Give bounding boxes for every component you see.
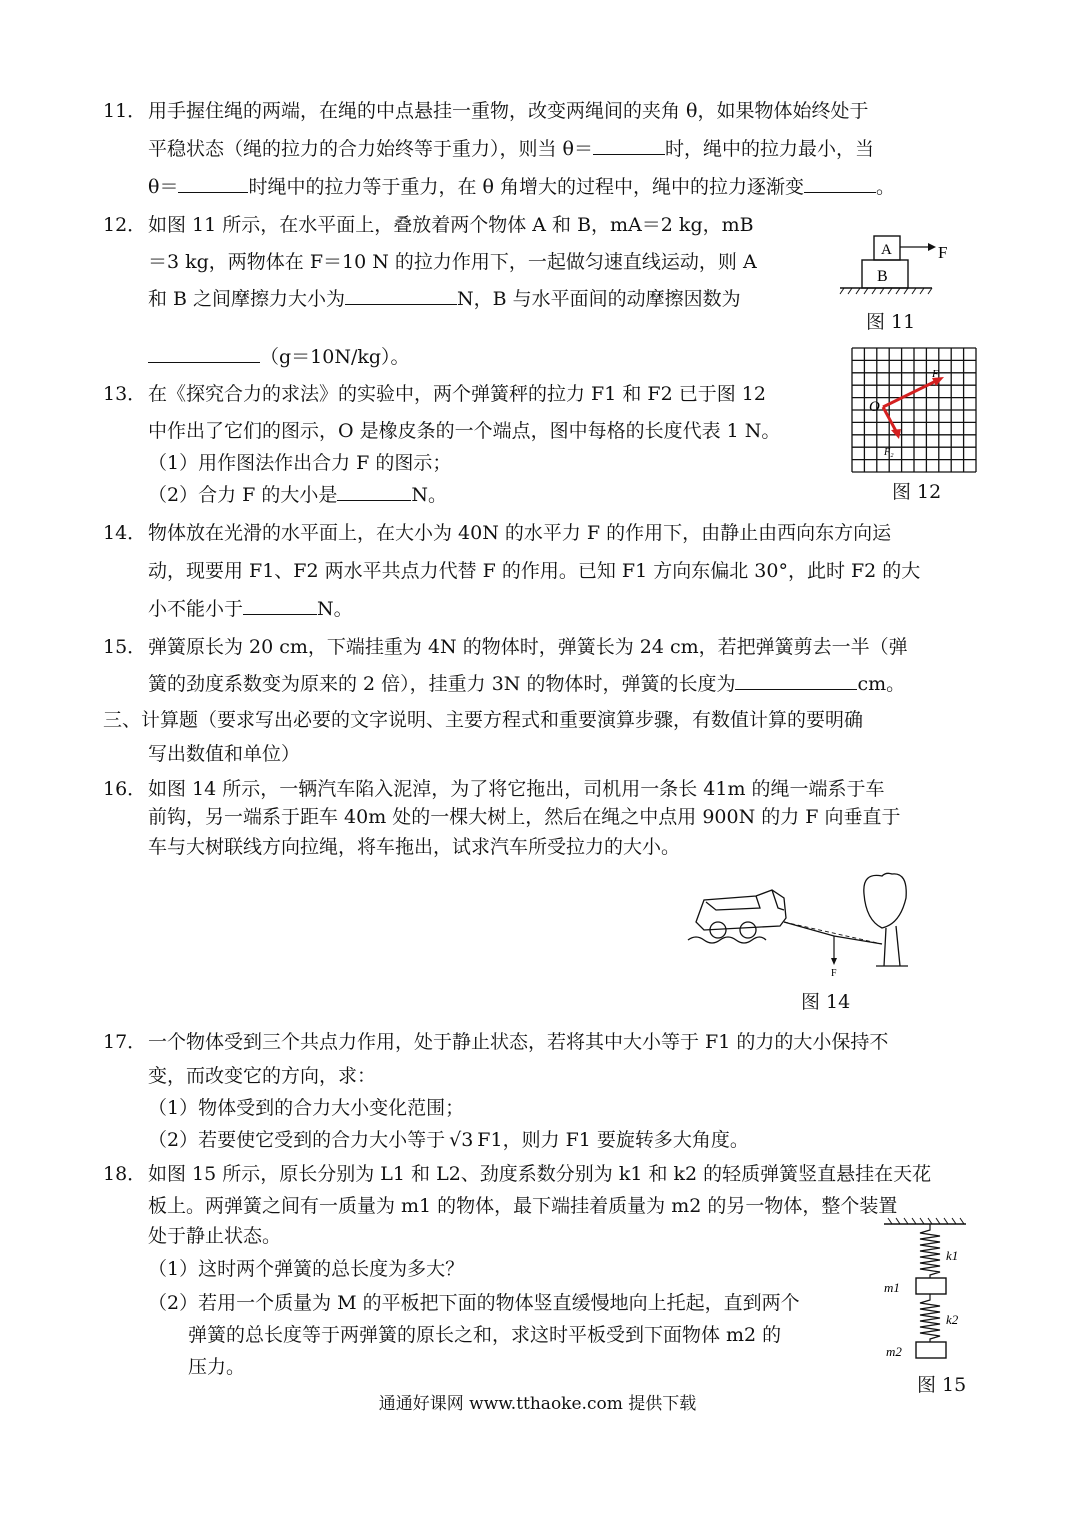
q15-line2-text: 簧的劲度系数变为原来的 2 倍），挂重力 3N 的物体时，弹簧的长度为 [148, 673, 736, 695]
section3-heading-line2: 写出数值和单位） [148, 743, 301, 765]
force-f1-label: F [932, 368, 939, 380]
q17-line2: 变，而改变它的方向，求： [148, 1065, 377, 1087]
q16-line3: 车与大树联线方向拉绳，将车拖出，试求汽车所受拉力的大小。 [148, 836, 681, 858]
q15-line1: 弹簧原长为 20 cm，下端挂重为 4N 的物体时，弹簧长为 24 cm，若把弹簧剪去一半（弹 [148, 636, 908, 658]
q11-line3-tail: 。 [875, 176, 895, 198]
k2-label: k2 [946, 1312, 959, 1327]
section3-heading: 三、计算题（要求写出必要的文字说明、主要方程式和重要演算步骤，有数值计算的要明确 [103, 709, 864, 731]
force-f2-vector [883, 407, 897, 433]
q18-line6: 弹簧的总长度等于两弹簧的原长之和，求这时平板受到下面物体 m2 的 [188, 1324, 782, 1346]
spring-k1 [920, 1224, 940, 1278]
q11-line2-text: 平稳状态（绳的拉力的合力始终等于重力），则当 θ＝ [148, 138, 593, 160]
q16-line1: 如图 14 所示，一辆汽车陷入泥淖，为了将它拖出，司机用一条长 41m 的绳一端系于车 [148, 778, 885, 800]
block-b-label: B [877, 268, 888, 285]
q18-line3: 处于静止状态。 [148, 1225, 282, 1247]
m2-label: m2 [886, 1344, 902, 1359]
q12-line2: ＝3 kg，两物体在 F＝10 N 的拉力作用下，一起做匀速直线运动，则 A [148, 251, 757, 273]
block-a-label: A [881, 242, 892, 258]
point-o-label: O [869, 399, 880, 415]
figure-15 [878, 1216, 970, 1368]
q11-number: 11． [103, 100, 147, 122]
q13-number: 13． [103, 383, 147, 405]
q18-line1: 如图 15 所示，原长分别为 L1 和 L2、劲度系数分别为 k1 和 k2 的轻质弹簧竖直悬挂在天花 [148, 1163, 932, 1185]
q18-line4: （1）这时两个弹簧的总长度为多大？ [148, 1258, 465, 1280]
q14-line2: 动，现要用 F1、F2 两水平共点力代替 F 的作用。已知 F1 方向东偏北 30°，此时 F2 的大 [148, 560, 921, 582]
force-f2-label: F₂ [884, 447, 894, 458]
ground-hatch [840, 288, 932, 294]
figure-11-caption: 图 11 [866, 311, 916, 333]
q14-number: 14． [103, 522, 147, 544]
figure-12 [851, 347, 977, 473]
q12-line3-text: 和 B 之间摩擦力大小为 [148, 288, 346, 310]
tree-icon [864, 873, 908, 966]
q15-blank1[interactable] [735, 667, 857, 690]
mass-m1 [916, 1278, 946, 1294]
footer-credit: 通通好课网 www.tthaoke.com 提供下载 [378, 1394, 697, 1414]
pull-force-arrowhead [831, 958, 837, 965]
q17-line4-text: （2）若要使它受到的合力大小等于 [148, 1129, 446, 1151]
q11-line3-mid: 时绳中的拉力等于重力，在 θ 角增大的过程中，绳中的拉力逐渐变 [248, 176, 804, 198]
q13-line3: （1）用作图法作出合力 F 的图示； [148, 452, 452, 474]
q14-line3-tail: N。 [317, 598, 353, 620]
q14-line3 [148, 591, 353, 627]
force-label: F [938, 243, 948, 262]
q12-line1: 如图 11 所示，在水平面上，叠放着两个物体 A 和 B，mA＝2 kg，mB [148, 214, 754, 236]
q18-number: 18． [103, 1163, 147, 1185]
force-f2-arrowhead [891, 429, 901, 439]
q15-line2-tail: cm。 [857, 673, 906, 695]
pull-force-label: F [831, 968, 837, 979]
q13-line1: 在《探究合力的求法》的实验中，两个弹簧秤的拉力 F1 和 F2 已于图 12 [148, 383, 766, 405]
q14-line1: 物体放在光滑的水平面上，在大小为 40N 的水平力 F 的作用下，由静止由西向东方向运 [148, 522, 892, 544]
q15-line2 [148, 666, 905, 702]
q13-line2: 中作出了它们的图示，O 是橡皮条的一个端点，图中每格的长度代表 1 N。 [148, 420, 781, 442]
k1-label: k1 [946, 1248, 959, 1263]
q13-line4-text: （2）合力 F 的大小是 [148, 484, 338, 506]
force-arrowhead [928, 243, 936, 251]
figure-15-caption: 图 15 [917, 1374, 967, 1396]
ceiling-hatch [888, 1218, 964, 1224]
q15-number: 15． [103, 636, 147, 658]
sqrt3: √3 [449, 1129, 474, 1151]
q17-line4 [148, 1122, 749, 1158]
q18-line5: （2）若用一个质量为 M 的平板把下面的物体竖直缓慢地向上托起，直到两个 [148, 1292, 800, 1314]
q17-line4-tail: F1，则力 F1 要旋转多大角度。 [477, 1129, 749, 1151]
q16-number: 16． [103, 778, 147, 800]
car-icon [688, 890, 786, 943]
figure-11 [836, 232, 956, 312]
q12-blank2[interactable] [148, 340, 260, 363]
q12-number: 12． [103, 214, 147, 236]
q14-blank1[interactable] [243, 592, 317, 615]
figure-12-caption: 图 12 [892, 481, 942, 503]
q11-line3 [148, 169, 895, 205]
q12-line3 [148, 281, 741, 317]
m1-label: m1 [884, 1280, 900, 1295]
q17-line1: 一个物体受到三个共点力作用，处于静止状态，若将其中大小等于 F1 的力的大小保持不 [148, 1031, 889, 1053]
q11-blank2[interactable] [178, 170, 248, 193]
q12-line4 [148, 339, 410, 375]
mass-m2 [916, 1342, 946, 1358]
q14-line3-text: 小不能小于 [148, 598, 244, 620]
q12-blank1[interactable] [345, 282, 457, 305]
figure-14-caption: 图 14 [801, 991, 851, 1013]
q17-line3: （1）物体受到的合力大小变化范围； [148, 1097, 465, 1119]
q13-line4 [148, 477, 447, 513]
q11-line2 [148, 131, 874, 167]
q13-blank1[interactable] [337, 478, 411, 501]
q11-line3-text: θ＝ [148, 176, 179, 198]
q16-line2: 前钩，另一端系于距车 40m 处的一棵大树上，然后在绳之中点用 900N 的力 F 向垂直于 [148, 806, 901, 828]
q13-line4-tail: N。 [411, 484, 447, 506]
figure-14 [686, 868, 916, 988]
force-f1-vector [883, 380, 938, 407]
q11-blank1[interactable] [593, 132, 665, 155]
q12-line3-tail: N，B 与水平面间的动摩擦因数为 [457, 288, 741, 310]
q11-line2-tail: 时，绳中的拉力最小，当 [664, 138, 874, 160]
q11-blank3[interactable] [804, 170, 876, 193]
rope-straight-dashed [784, 922, 882, 944]
spring-k2 [920, 1294, 940, 1342]
q18-line2: 板上。两弹簧之间有一质量为 m1 的物体，最下端挂着质量为 m2 的另一物体，整个装置 [148, 1195, 898, 1217]
q18-line7: 压力。 [188, 1356, 246, 1378]
q17-number: 17． [103, 1031, 147, 1053]
q11-line1: 用手握住绳的两端，在绳的中点悬挂一重物，改变两绳间的夹角 θ，如果物体始终处于 [148, 100, 869, 122]
q12-line4-text: （g＝10N/kg）。 [260, 346, 410, 368]
